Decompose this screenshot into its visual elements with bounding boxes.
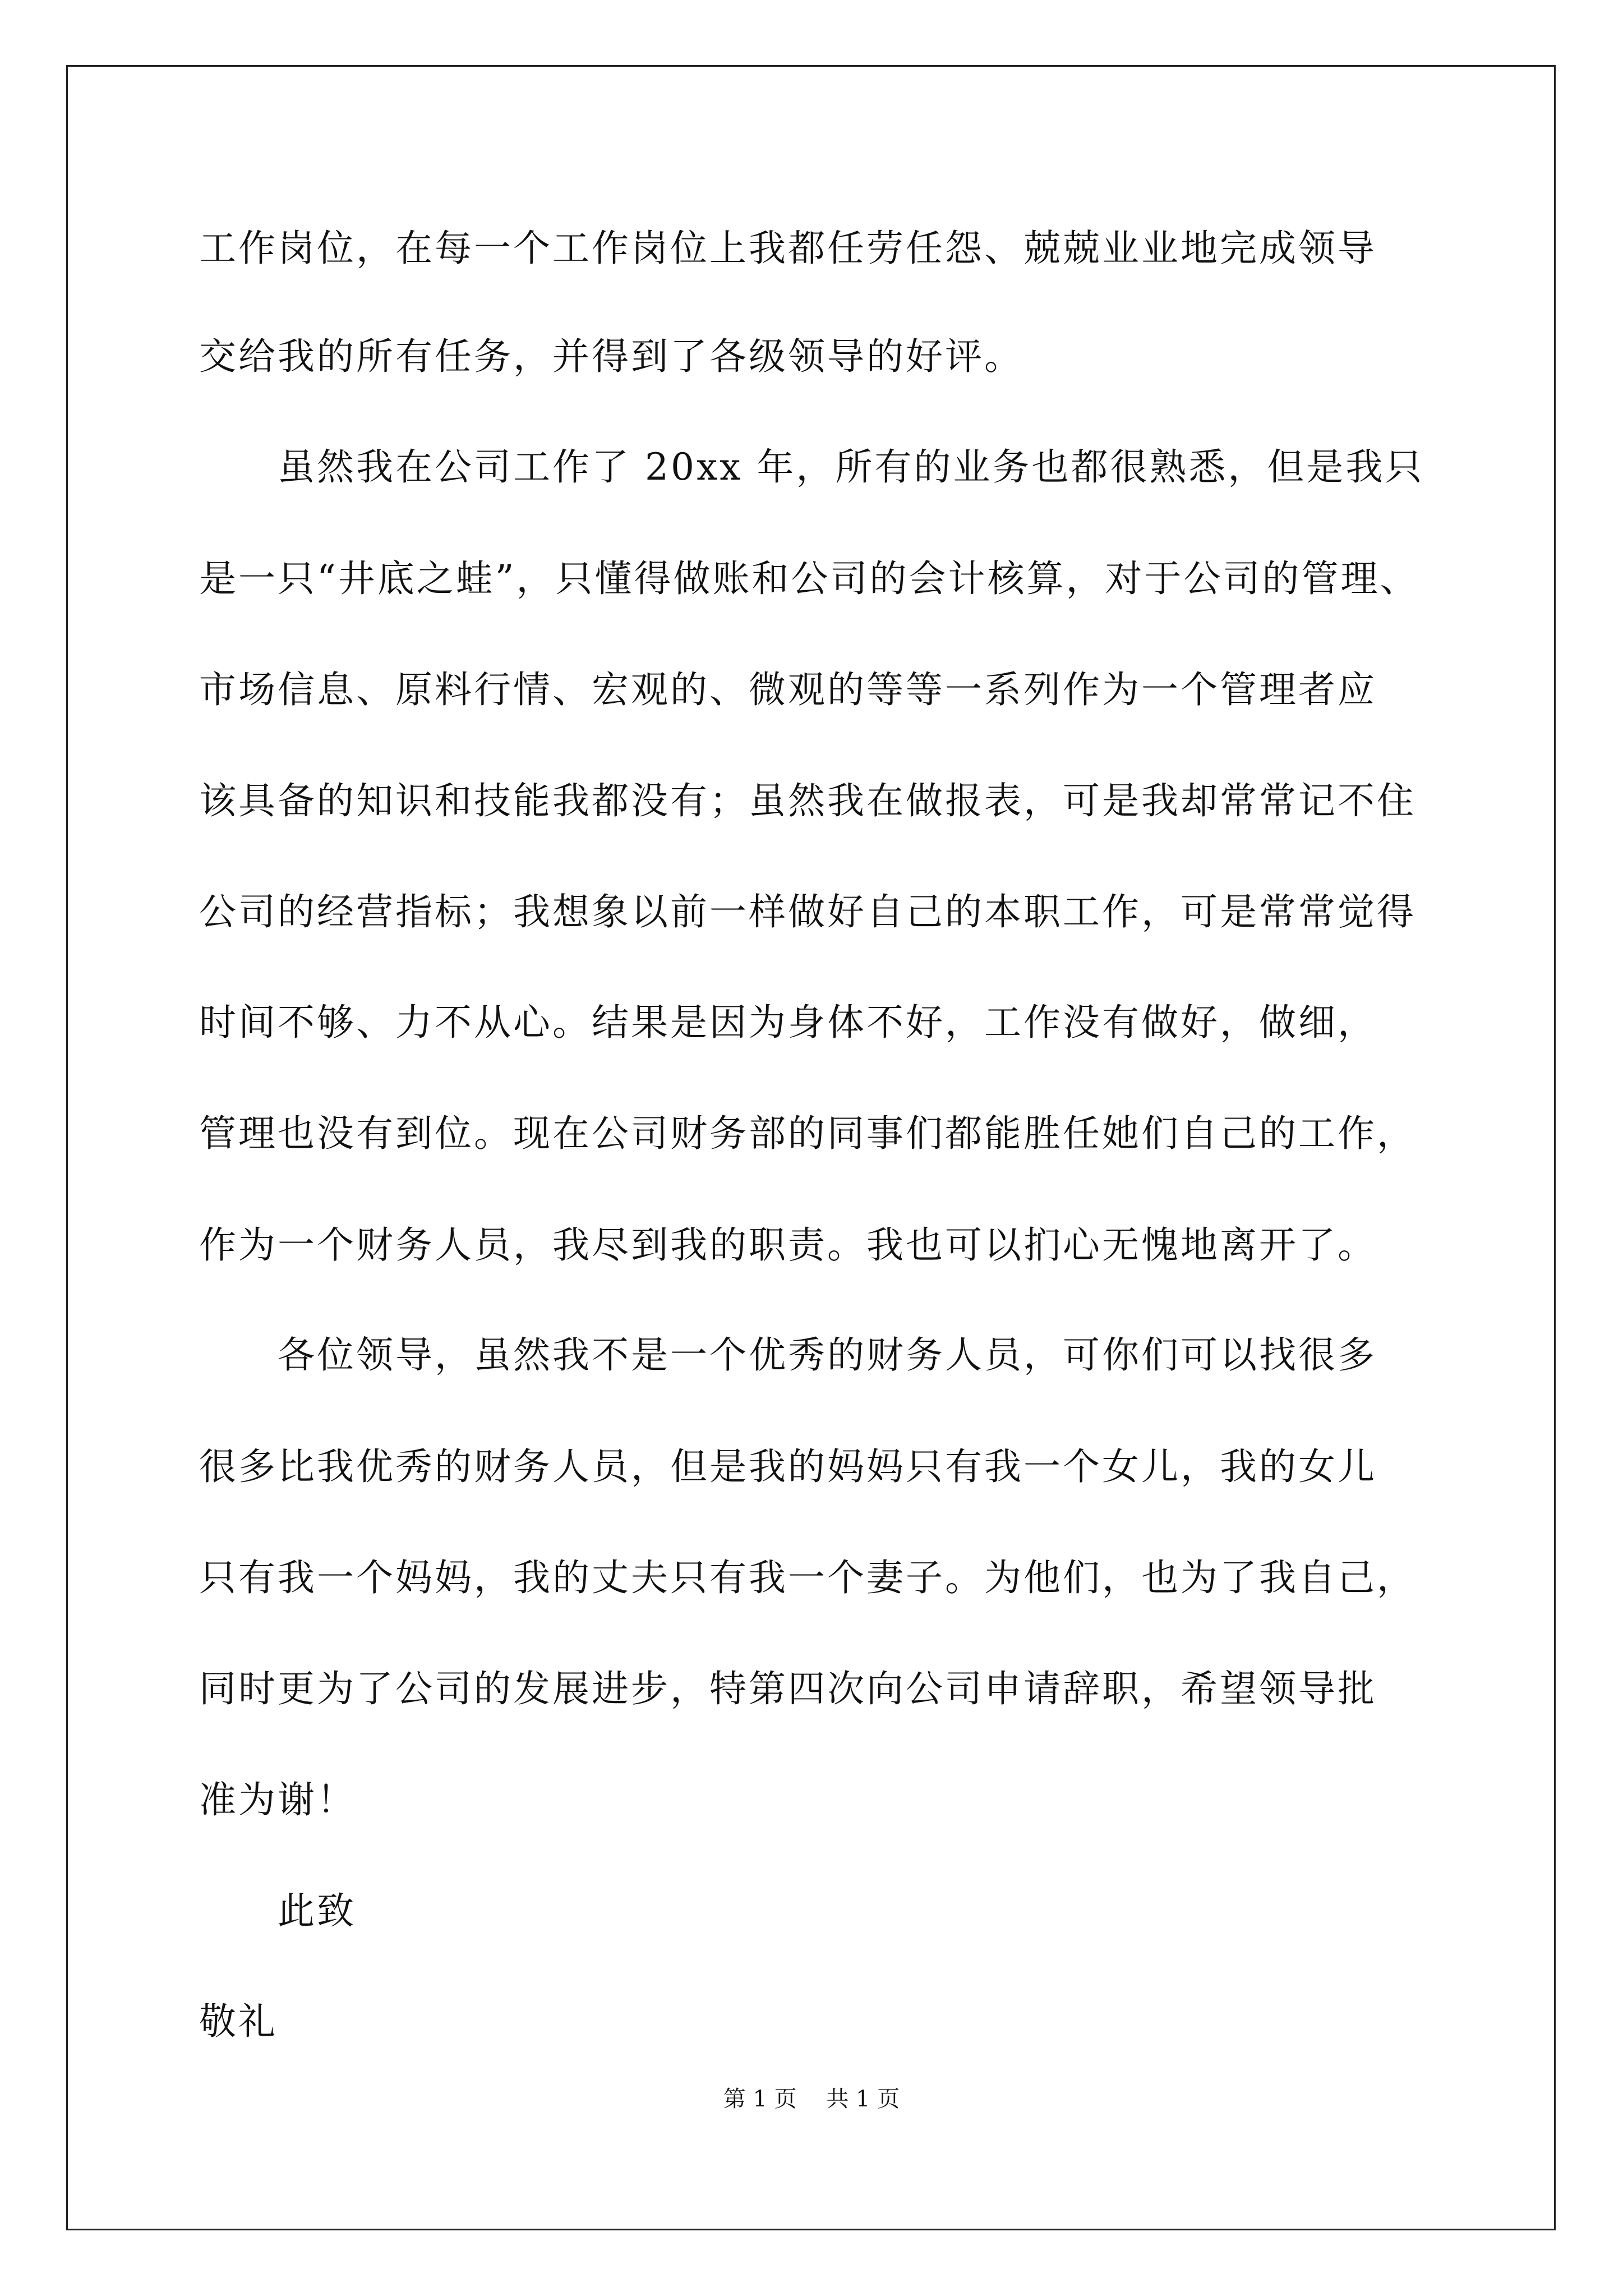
text-line: 该具备的知识和技能我都没有；虽然我在做报表，可是我却常常记不住 <box>199 779 1416 822</box>
text-line: 市场信息、原料行情、宏观的、微观的等等一系列作为一个管理者应 <box>199 668 1377 711</box>
text-line: 准为谢！ <box>199 1778 356 1821</box>
paragraph-line: 各位领导，虽然我不是一个优秀的财务人员，可你们可以找很多 <box>199 1333 1377 1377</box>
text-line: 公司的经营指标；我想象以前一样做好自己的本职工作，可是常常觉得 <box>199 890 1416 933</box>
text-line: 很多比我优秀的财务人员，但是我的妈妈只有我一个女儿，我的女儿 <box>199 1445 1377 1488</box>
page-number-footer: 第 1 页 共 1 页 <box>723 2086 900 2112</box>
closing-regards: 敬礼 <box>199 2000 278 2043</box>
text-line: 时间不够、力不从心。结果是因为身体不好，工作没有做好，做细， <box>199 1001 1377 1044</box>
closing-salutation: 此致 <box>199 1889 356 1932</box>
text-line: 只有我一个妈妈，我的丈夫只有我一个妻子。为他们，也为了我自己， <box>199 1556 1416 1599</box>
text-line: 交给我的所有任务，并得到了各级领导的好评。 <box>199 335 1023 378</box>
paragraph-line: 虽然我在公司工作了 20xx 年，所有的业务也都很熟悉，但是我只 <box>199 445 1424 489</box>
text-line: 作为一个财务人员，我尽到我的职责。我也可以扪心无愧地离开了。 <box>199 1223 1377 1267</box>
text-line: 同时更为了公司的发展进步，特第四次向公司申请辞职，希望领导批 <box>199 1667 1377 1710</box>
text-line: 工作岗位，在每一个工作岗位上我都任劳任怨、兢兢业业地完成领导 <box>199 227 1377 270</box>
text-line: 管理也没有到位。现在公司财务部的同事们都能胜任她们自己的工作， <box>199 1112 1416 1155</box>
text-line: 是一只“井底之蛙”，只懂得做账和公司的会计核算，对于公司的管理、 <box>199 557 1419 600</box>
